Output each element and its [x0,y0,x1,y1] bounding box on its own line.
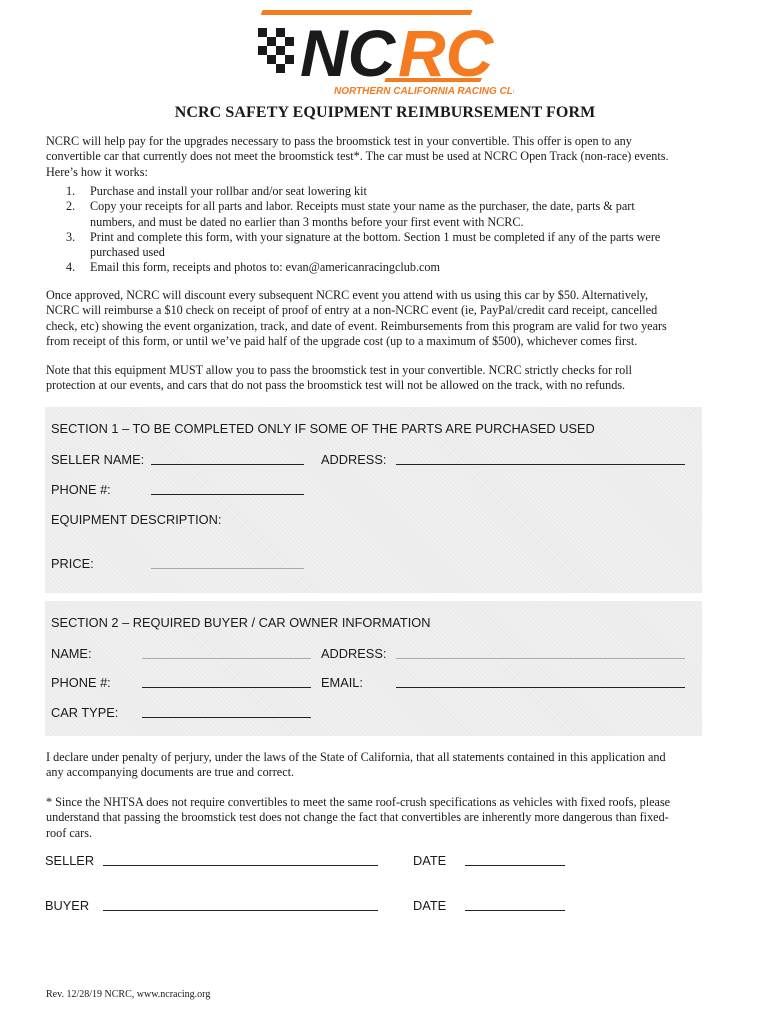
price-field[interactable] [151,556,304,569]
buyer-date-label: DATE [413,898,447,913]
seller-address-field[interactable] [396,452,685,465]
intro-line: convertible car that currently does not meet the broomstick test*. The car must be used at NCRC Open Track (non-race) events. [46,149,669,164]
approval-paragraph [46,288,706,349]
section-1-panel [45,407,702,593]
seller-phone-label: PHONE #: [51,482,111,497]
revision-footer: Rev. 12/28/19 NCRC, www.ncracing.org [46,989,211,1000]
declaration-paragraph [46,750,706,781]
approval-line: NCRC will reimburse a $10 check on receipt of proof of entry at a non-NCRC event (ie, PayPal/credit card receipt, cancelled [46,303,658,318]
logo-tagline: NORTHERN CALIFORNIA RACING CLUB [334,86,514,97]
buyer-email-label: EMAIL: [321,675,363,690]
form-title: NCRC SAFETY EQUIPMENT REIMBURSEMENT FORM [174,104,596,121]
step-text: Email this form, receipts and photos to: evan@americanracingclub.com [90,260,440,275]
seller-name-field[interactable] [151,452,304,465]
buyer-phone-field[interactable] [142,675,311,688]
ncrc-logo [252,6,514,98]
seller-name-label: SELLER NAME: [51,452,145,467]
step-item [46,260,706,275]
section-2-panel [45,601,702,736]
footnote-paragraph [46,795,706,841]
note-line: Note that this equipment MUST allow you to pass the broomstick test in your convertible. NCRC strictly checks for roll [46,363,633,377]
seller-date-label: DATE [413,853,447,868]
seller-date-field[interactable] [465,853,565,866]
step-text: purchased used [90,245,165,260]
approval-line: from receipt of this form, or until we’ve paid half of the upgrade cost (up to a maximum of $500), whichever comes first. [46,333,638,348]
section-1-heading: SECTION 1 – TO BE COMPLETED ONLY IF SOME OF THE PARTS ARE PURCHASED USED [51,421,595,436]
seller-signature-field[interactable] [103,853,378,866]
intro-paragraph [46,134,706,180]
equipment-description-label: EQUIPMENT DESCRIPTION: [51,512,222,527]
footnote-line: understand that passing the broomstick test does not change the fact that convertibles are inherently more dangerous than fixed- [46,810,669,825]
buyer-name-label: NAME: [51,646,92,661]
ncrc-logo-graphic [252,6,514,98]
declaration-line: I declare under penalty of perjury, under the laws of the State of California, that all statements contained in this application and [46,750,666,764]
seller-phone-field[interactable] [151,482,304,495]
car-type-label: CAR TYPE: [51,705,119,720]
step-text: numbers, and must be dated no earlier than 3 months before your first event with NCRC. [90,214,524,229]
step-text: Purchase and install your rollbar and/or seat lowering kit [90,184,367,198]
note-paragraph [46,363,706,394]
buyer-date-field[interactable] [465,898,565,911]
intro-line: NCRC will help pay for the upgrades necessary to pass the broomstick test in your convertible. This offer is open to any [46,134,632,148]
buyer-name-field[interactable] [142,646,311,659]
checkered-flag-icon [258,28,294,73]
intro-line: Here’s how it works: [46,164,148,179]
step-item [46,199,706,230]
buyer-address-label: ADDRESS: [321,646,387,661]
step-text: Copy your receipts for all parts and labor. Receipts must state your name as the purchaser, the date, parts & part [90,199,635,214]
step-item [46,230,706,261]
logo-rc-text: RC [398,16,494,90]
seller-address-label: ADDRESS: [321,452,387,467]
step-number: 1. [66,184,76,198]
step-number: 4. [66,260,76,275]
car-type-field[interactable] [142,705,311,718]
note-line: protection at our events, and cars that do not pass the broomstick test will not be allowed on the track, with no refunds. [46,378,626,393]
footnote-line: roof cars. [46,825,93,840]
step-number: 2. [66,199,76,214]
buyer-email-field[interactable] [396,675,685,688]
buyer-signature-field[interactable] [103,898,378,911]
declaration-line: any accompanying documents are true and correct. [46,765,295,780]
logo-nc-text: NC [300,16,396,90]
approval-line: Once approved, NCRC will discount every subsequent NCRC event you attend with us using this car by $50. Alternatively, [46,288,649,302]
buyer-address-field[interactable] [396,646,685,659]
approval-line: check, etc) showing the event organization, track, and date of event. Reimbursements from this program are valid for two years [46,318,667,333]
steps-list [46,184,706,276]
footnote-line: * Since the NHTSA does not require convertibles to meet the same roof-crush specifications as vehicles with fixed roofs, please [46,795,671,809]
step-number: 3. [66,229,76,244]
buyer-phone-label: PHONE #: [51,675,111,690]
step-item [46,184,706,199]
seller-signature-label: SELLER [45,853,95,868]
price-label: PRICE: [51,556,94,571]
buyer-signature-label: BUYER [45,898,90,913]
section-2-heading: SECTION 2 – REQUIRED BUYER / CAR OWNER INFORMATION [51,615,431,630]
step-text: Print and complete this form, with your signature at the bottom. Section 1 must be completed if any of the parts were [90,229,661,244]
